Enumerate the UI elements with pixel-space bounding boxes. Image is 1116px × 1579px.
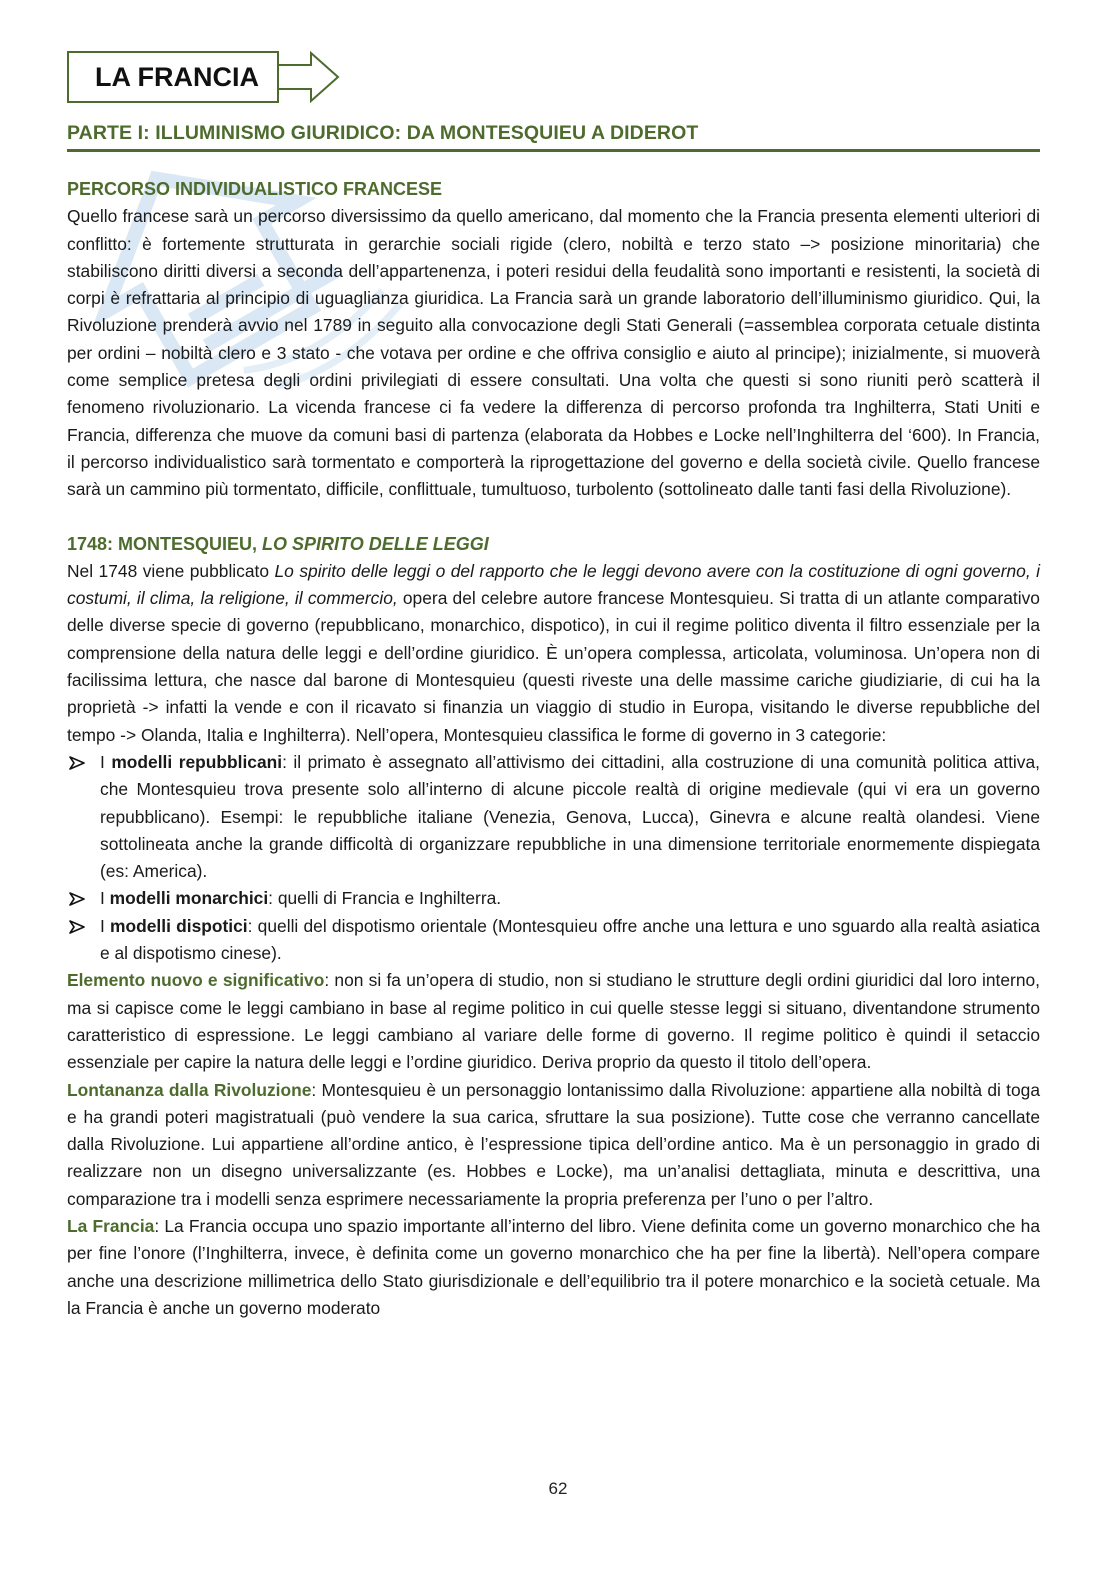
list-item-prefix: I <box>100 751 112 772</box>
paragraph-elemento-nuovo <box>67 967 1040 1076</box>
list-item-prefix: I <box>100 915 111 936</box>
arrowhead-bullet-icon <box>69 920 85 934</box>
list-item-term: modelli repubblicani <box>111 751 283 772</box>
paragraph-la-francia <box>67 1213 1040 1322</box>
montesquieu-intro-paragraph <box>67 558 1040 749</box>
list-item-text: : quelli del dispotismo orientale (Montesquieu offre anche una lettura e uno sguardo alla realtà asiatica e al dispotismo cinese). <box>100 915 1040 964</box>
list-item-term: modelli monarchici <box>109 888 269 909</box>
list-item-despotic <box>67 913 1040 968</box>
paragraph-label: La Francia <box>67 1215 155 1236</box>
list-item-text: : quelli di Francia e Inghilterra. <box>268 888 502 909</box>
list-item-term: modelli dispotici <box>110 915 248 936</box>
paragraph-text: : non si fa un’opera di studio, non si studiano le strutture degli ordini giuridici dal loro interno, ma si capisce come le leggi cambiano in base al regime politico in cui quelle stesse leggi si situano, diventandone strumento caratteristico di espressione. Le leggi cambiano al variare delle forme di governo. Il regime politico è quindi il setaccio essenziale per capire la natura delle leggi e l’ordine giuridico. Deriva proprio da questo il titolo dell’opera. <box>67 970 1040 1073</box>
heading-book-title: LO SPIRITO DELLE LEGGI <box>262 533 489 554</box>
chapter-arrow-icon <box>277 51 341 103</box>
section-heading-montesquieu <box>67 531 1040 558</box>
part-title: PARTE I: ILLUMINISMO GIURIDICO: DA MONTESQUIEU A DIDEROT <box>67 122 699 144</box>
list-item-monarchic <box>67 885 1040 912</box>
arrowhead-bullet-icon <box>69 756 85 770</box>
intro-text-before: Nel 1748 viene pubblicato <box>67 560 275 581</box>
intro-book-full-title: Lo spirito delle leggi o del rapporto che le leggi devono avere con la costituzione di ogni governo, i costumi, il clima, la religione, il commercio, <box>67 560 1041 609</box>
part-divider <box>67 149 1040 152</box>
heading-prefix: 1748: MONTESQUIEU, <box>67 533 263 554</box>
arrowhead-bullet-icon <box>69 892 85 906</box>
government-models-list <box>67 749 1040 967</box>
paragraph-label: Elemento nuovo e significativo <box>67 970 325 991</box>
page-number: 62 <box>548 1479 568 1498</box>
section-paragraph-percorso: Quello francese sarà un percorso diversissimo da quello americano, dal momento che la Francia presenta elementi ulteriori di conflitto: è fortemente strutturata in gerarchie sociali rigide (clero, nobiltà e terzo stato –> posizione minoritaria) che stabiliscono diritti diversi a seconda dell’appartenenza, i poteri residui della feudalità sono importanti e resistenti, la società di corpi è refrattaria al principio di uguaglianza giuridica. La Francia sarà un grande laboratorio dell’illuminismo giuridico. Qui, la Rivoluzione prenderà avvio nel 1789 in seguito alla convocazione degli Stati Generali (=assemblea corporata cetuale distinta per ordini – nobiltà clero e 3 stato - che votava per ordine e che offriva consiglio e aiuto al principe); inizialmente, si muoverà come semplice pretesa degli ordini privilegiati di essere consultati. Una volta che questi si sono riuniti però scatterà il fenomeno rivoluzionario. La vicenda francese ci fa vedere la differenza di percorso profonda tra Inghilterra, Stati Uniti e Francia, differenza che muove da comuni basi di partenza (elaborata da Hobbes e Locke nell’Inghilterra del ‘600). In Francia, il percorso individualistico sarà tormentato e comporterà la riprogettazione del governo e della società civile. Quello francese sarà un cammino più tormentato, difficile, conflittuale, tumultuoso, turbolento (sottolineato dalle tanti fasi della Rivoluzione). <box>67 206 1040 500</box>
paragraph-label: Lontananza dalla Rivoluzione <box>67 1079 312 1100</box>
paragraph-lontananza <box>67 1077 1040 1213</box>
paragraph-text: : La Francia occupa uno spazio importante all’interno del libro. Viene definita come un governo monarchico che ha per fine l’onore (l’Inghilterra, invece, è definita come un governo monarchico che ha per fine la libertà). Nell’opera compare anche una descrizione millimetrica dello Stato giurisdizionale e dell’equilibrio tra il potere monarchico e la società cetuale. Ma la Francia è anche un governo moderato <box>67 1215 1040 1318</box>
list-item-republican <box>67 749 1040 885</box>
page-content <box>67 176 1040 1322</box>
section-gap <box>67 504 1040 531</box>
list-item-text: : il primato è assegnato all’attivismo dei cittadini, alla costruzione di una comunità politica attiva, che Montesquieu trova presente solo all’interno di alcune piccole realtà di origine medievale (qui vi era un governo repubblicano). Esempi: le repubbliche italiane (Venezia, Genova, Lucca), Ginevra e alcune realtà olandesi. Viene sottolineata anche la grande difficoltà di organizzare repubbliche in una dimensione territoriale enormemente dispiegata (es: America). <box>100 751 1040 882</box>
chapter-title: LA FRANCIA <box>67 51 279 103</box>
section-heading-percorso: PERCORSO INDIVIDUALISTICO FRANCESE <box>67 179 443 199</box>
list-item-prefix: I <box>100 888 110 909</box>
paragraph-text: : Montesquieu è un personaggio lontanissimo dalla Rivoluzione: appartiene alla nobiltà di toga e ha grandi poteri magistratuali (può vendere la sua carica, sfruttare la sua posizione). Tutte cose che verranno cancellate dalla Rivoluzione. Lui appartiene all’ordine antico, è l’espressione tipica dell’ordine antico. Ma è un personaggio in grado di realizzare non un disegno universalizzante (es. Hobbes e Locke), ma un’analisi dettagliata, minuta e descrittiva, una comparazione tra i modelli senza esprimere necessariamente la propria preferenza per l’uno o per l’altro. <box>67 1079 1040 1209</box>
intro-text-after: opera del celebre autore francese Montesquieu. Si tratta di un atlante comparativo delle diverse specie di governo (repubblicano, monarchico, dispotico), in cui il regime politico diventa il filtro essenziale per la comprensione della natura delle leggi e dell’ordine giuridico. È un’opera complessa, articolata, voluminosa. Un’opera non di facilissima lettura, che nasce dal barone di Montesquieu (questi riveste una delle massime cariche giudiziarie, di cui ha la proprietà -> infatti la vende e con il ricavato si finanzia un viaggio di studio in Europa, visitando le diverse repubbliche del tempo -> Olanda, Italia e Inghilterra). Nell’opera, Montesquieu classifica le forme di governo in 3 categorie: <box>67 588 1040 745</box>
